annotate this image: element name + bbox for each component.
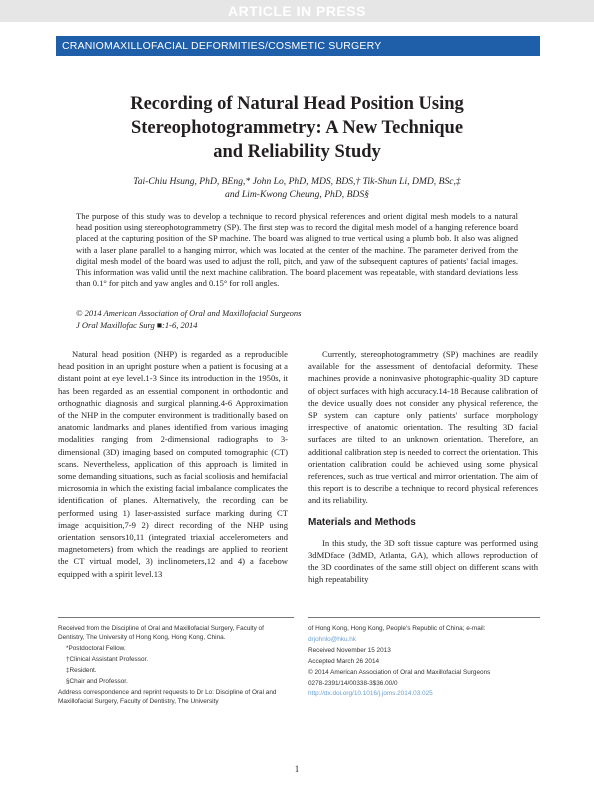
footnote-rule-left	[58, 617, 294, 618]
right-column	[308, 348, 538, 586]
footnote-copyright: © 2014 American Association of Oral and Maxillofacial Surgeons	[308, 668, 491, 676]
footnote-rule-right	[308, 617, 540, 618]
page-number: 1	[294, 764, 300, 774]
methods-paragraph: In this study, the 3D soft tissue capture was performed using 3dMDface (3dMD, Atlanta, GA), which allows reproduction of the 3D coordinates of the same still object on different scans with high repeatability	[308, 537, 538, 585]
methods-heading: Materials and Methods	[308, 516, 416, 528]
footnote-author-2: †Clinical Assistant Professor.	[66, 656, 149, 664]
section-heading: CRANIOMAXILLOFACIAL DEFORMITIES/COSMETIC SURGERY	[56, 36, 540, 56]
email-link[interactable]: drjohnlo@hku.hk	[308, 635, 357, 643]
title-line-2: Stereophotogrammetry: A New Technique	[130, 118, 464, 138]
footnotes-right	[308, 624, 540, 700]
intro-paragraph-2: Currently, stereophotogrammetry (SP) machines are readily available for the assessment of dentofacial deformity. These machines provide a noninvasive photographic-quality 3D capture of object surfaces with high accuracy.14-18 Because calibration of the device usually does not consider any physical reference, the SP system can capture only patients' surface morphology irrespective of anatomic orientation. The resulting 3D facial surfaces are tilted to an unknown orientation. Therefore, an additional calibration step is needed to correct the orientation. This orientation calibration could be achieved using some physical references, such as true vertical and mirror orientation. The aim of this report is to describe a technique to record physical references and its reliability.	[308, 349, 538, 506]
title-line-1: Recording of Natural Head Position Using	[130, 94, 464, 114]
article-title	[40, 92, 554, 164]
footnote-received-from: Received from the Discipline of Oral and Maxillofacial Surgery, Faculty of Dentistry, The University of Hong Kong, Hong Kong, China.	[58, 625, 264, 642]
doi-link[interactable]: http://dx.doi.org/10.1016/j.joms.2014.03.025	[308, 690, 433, 698]
citation: J Oral Maxillofac Surg ■:1-6, 2014	[76, 320, 198, 330]
author-line-2: and Lim-Kwong Cheung, PhD, BDS§	[225, 189, 369, 200]
abstract: The purpose of this study was to develop a technique to record physical references and orient digital mesh models to a natural head position using stereophotogrammetry (SP). The first step was to record the digital mesh model of a hanging reference board placed at the capturing position of the SP machine. The board was aligned to true vertical using a plumb bob. It also was aligned with a laser plane parallel to a hanging mirror, which was located at the center of the machine. The parameter derived from the digital mesh model of the board was used to adjust the roll, pitch, and yaw of the subsequent captures of patients' facial images. This information was valid until the next machine calibration. The board placement was repeatable, with standard deviations less than 0.1° for pitch and yaw angles and 0.15° for roll angles.	[76, 211, 518, 289]
left-column	[58, 348, 288, 580]
footnote-author-4: §Chair and Professor.	[66, 678, 128, 686]
title-line-3: and Reliability Study	[213, 142, 381, 162]
footnotes-left	[58, 624, 290, 708]
article-in-press-banner: ARTICLE IN PRESS	[0, 0, 594, 22]
author-line-1: Tai-Chiu Hsung, PhD, BEng,* John Lo, PhD, MDS, BDS,† Tik-Shun Li, DMD, BSc,‡	[133, 176, 461, 187]
received-date: Received November 15 2013	[308, 646, 391, 654]
footnote-address-end: of Hong Kong, Hong Kong, People's Republic of China; e-mail:	[308, 625, 486, 632]
issn: 0278-2391/14/00338-3$36.00/0	[308, 679, 398, 687]
footnote-author-3: ‡Resident.	[66, 667, 97, 675]
intro-paragraph: Natural head position (NHP) is regarded as a reproducible head position in an upright posture when a patient is focusing at a distant point at eye level.1-3 Since its introduction in the 1950s, it has been regarded as an essential component in orthodontic and orthognathic diagnosis and surgical planning.4-6 Approximation of the NHP in the computer environment is traditionally based on anatomic landmarks and planes identified from various imaging modalities ranging from 2-dimensional radiographs to 3-dimensional (3D) imaging based on computed tomographic (CT) scans. Nevertheless, application of this approach is limited in some demanding situations, such as facial scoliosis and hemifacial microsomia in which the existing facial imbalance complicates the identification of planes. Alternatively, the recording can be performed using 1) laser-assisted surface marking during CT image acquisition,7-9 2) direct recording of the NHP using orientation sensors10,11 (integrated triaxial accelerometers and magnetometers) from which the readings are applied to reorient the CT virtual model, 3) inclinometers,12 and 4) a facebow equipped with a spirit level.13	[58, 349, 288, 579]
footnote-author-1: *Postdoctoral Fellow.	[66, 645, 126, 653]
author-list	[60, 175, 534, 201]
footnote-correspondence: Address correspondence and reprint requests to Dr Lo: Discipline of Oral and Maxillofacial Surgery, Faculty of Dentistry, The University	[58, 688, 277, 706]
copyright-line: © 2014 American Association of Oral and Maxillofacial Surgeons	[76, 308, 302, 318]
accepted-date: Accepted March 26 2014	[308, 657, 380, 665]
